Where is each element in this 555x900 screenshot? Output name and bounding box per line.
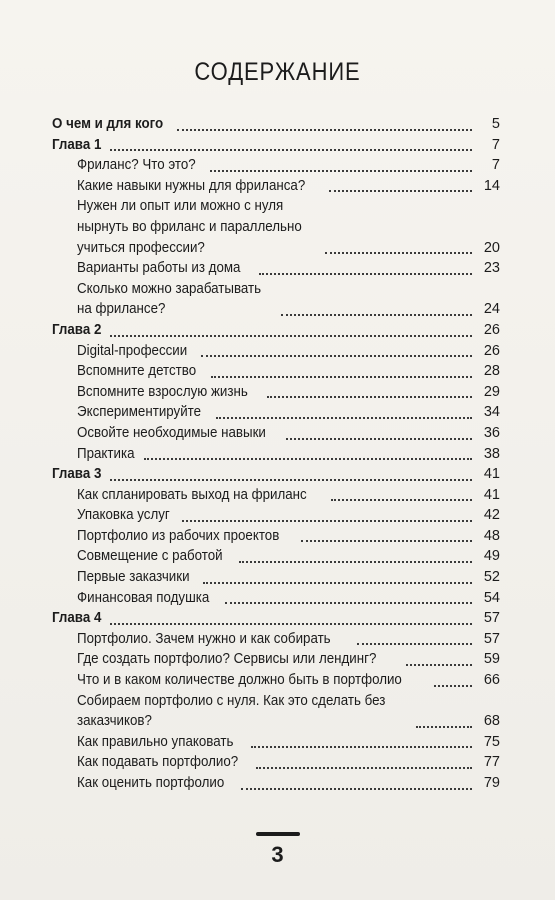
toc-entry-label — [77, 176, 305, 197]
toc-page-number: 41 — [483, 466, 500, 483]
toc-section-entry — [52, 649, 500, 670]
toc-entry-label — [77, 649, 376, 670]
toc-chapter-entry — [52, 135, 500, 156]
toc-entry-line: Как оценить портфолио — [77, 775, 225, 791]
toc-section-entry — [52, 196, 500, 258]
toc-page-number: 7 — [491, 136, 500, 153]
toc-entry-line: Совмещение с работой — [77, 548, 223, 565]
dot-leader — [416, 725, 472, 728]
toc-page-number: 28 — [483, 363, 500, 380]
toc-entry-label — [77, 485, 307, 506]
dot-leader — [331, 498, 472, 501]
toc-page-number: 26 — [483, 342, 500, 359]
toc-section-entry — [52, 341, 500, 362]
toc-entry-line: Портфолио. Зачем нужно и как собирать — [77, 630, 331, 647]
toc-section-entry — [52, 773, 500, 794]
dot-leader — [267, 395, 472, 398]
toc-entry-line: Собираем портфолио с нуля. Как это сделать без — [77, 692, 386, 709]
dot-leader — [259, 272, 472, 275]
toc-page-number: 79 — [483, 775, 500, 791]
dot-leader — [182, 519, 472, 522]
toc-page-number: 52 — [483, 569, 500, 586]
toc-page-number: 26 — [483, 321, 500, 338]
toc-entry-label — [77, 691, 385, 732]
table-of-contents — [52, 114, 500, 794]
toc-section-entry — [52, 588, 500, 609]
toc-entry-line: Экспериментируйте — [77, 404, 202, 421]
toc-section-entry — [52, 485, 500, 506]
toc-entry-label — [52, 114, 163, 135]
dot-leader — [110, 622, 472, 625]
toc-page-number: 59 — [483, 651, 500, 668]
toc-section-entry — [52, 546, 500, 567]
toc-entry-label — [77, 361, 196, 382]
page-title: СОДЕРЖАНИЕ — [194, 58, 361, 86]
footer-rule — [256, 832, 300, 836]
toc-entry-line: Финансовая подушка — [77, 589, 210, 606]
toc-entry-line: Как подавать портфолио? — [77, 754, 239, 771]
dot-leader — [201, 354, 472, 357]
dot-leader — [210, 169, 472, 172]
dot-leader — [177, 128, 472, 131]
toc-page-number: 48 — [483, 527, 500, 544]
dot-leader — [216, 416, 472, 419]
toc-entry-label — [77, 423, 266, 444]
toc-chapter-entry — [52, 114, 500, 135]
dot-leader — [225, 601, 472, 604]
toc-section-entry — [52, 732, 500, 753]
toc-entry-label — [77, 196, 302, 258]
toc-section-entry — [52, 402, 500, 423]
toc-entry-label — [77, 629, 331, 650]
toc-entry-line: Глава 4 — [52, 610, 102, 627]
toc-page-number: 34 — [483, 404, 500, 421]
dot-leader — [434, 684, 472, 687]
toc-page-number: 66 — [483, 672, 500, 689]
toc-section-entry — [52, 258, 500, 279]
toc-entry-label — [77, 526, 279, 547]
dot-leader — [325, 251, 472, 254]
toc-section-entry — [52, 629, 500, 650]
dot-leader — [256, 766, 472, 769]
toc-page-number: 38 — [483, 445, 500, 462]
toc-section-entry — [52, 752, 500, 773]
toc-entry-label — [77, 773, 224, 794]
toc-entry-label — [77, 444, 135, 465]
toc-entry-label — [77, 732, 233, 753]
toc-section-entry — [52, 382, 500, 403]
toc-section-entry — [52, 361, 500, 382]
dot-leader — [110, 478, 472, 481]
dot-leader — [110, 334, 472, 337]
toc-section-entry — [52, 279, 500, 320]
dot-leader — [281, 313, 472, 316]
dot-leader — [211, 375, 472, 378]
toc-entry-label — [52, 320, 101, 341]
toc-section-entry — [52, 444, 500, 465]
dot-leader — [286, 437, 472, 440]
toc-entry-label — [52, 135, 101, 156]
toc-entry-label — [77, 382, 248, 403]
toc-entry-line: Сколько можно зарабатывать — [77, 280, 262, 297]
toc-page-number: 49 — [483, 548, 500, 565]
toc-entry-line: Нужен ли опыт или можно с нуля — [77, 198, 284, 215]
toc-section-entry — [52, 176, 500, 197]
toc-page-number: 5 — [491, 116, 500, 132]
toc-entry-line: Варианты работы из дома — [77, 260, 241, 277]
toc-page-number: 75 — [483, 733, 500, 750]
toc-entry-line: Освойте необходимые навыки — [77, 424, 266, 441]
toc-entry-label — [77, 546, 223, 567]
toc-entry-line: Первые заказчики — [77, 569, 190, 586]
toc-entry-label — [77, 670, 402, 691]
toc-entry-line: Digital-профессии — [77, 342, 188, 359]
toc-page-number: 20 — [483, 239, 500, 256]
dot-leader — [239, 560, 472, 563]
toc-entry-line: Упаковка услуг — [77, 507, 170, 524]
toc-page-number: 57 — [483, 610, 500, 627]
dot-leader — [203, 581, 472, 584]
toc-section-entry — [52, 505, 500, 526]
toc-entry-label — [77, 402, 201, 423]
toc-entry-label — [77, 588, 209, 609]
toc-section-entry — [52, 567, 500, 588]
dot-leader — [110, 148, 472, 151]
toc-page-number: 41 — [483, 486, 500, 503]
toc-entry-line: Портфолио из рабочих проектов — [77, 527, 280, 544]
toc-page-number: 23 — [483, 260, 500, 277]
toc-page-number: 24 — [483, 301, 500, 318]
toc-entry-line: Какие навыки нужны для фриланса? — [77, 177, 306, 194]
toc-entry-line: нырнуть во фриланс и параллельно — [77, 218, 302, 235]
toc-page-number: 77 — [483, 754, 500, 771]
toc-entry-line: Глава 2 — [52, 321, 102, 338]
toc-entry-line: Фриланс? Что это? — [77, 157, 196, 174]
toc-entry-line: Вспомните взрослую жизнь — [77, 383, 248, 400]
toc-page-number: 42 — [483, 507, 500, 524]
toc-entry-label — [52, 608, 101, 629]
dot-leader — [357, 642, 472, 645]
toc-entry-line: учиться профессии? — [77, 239, 205, 256]
toc-entry-line: Как спланировать выход на фриланс — [77, 486, 307, 503]
toc-chapter-entry — [52, 608, 500, 629]
toc-entry-label — [52, 464, 101, 485]
toc-chapter-entry — [52, 464, 500, 485]
toc-entry-label — [77, 341, 187, 362]
toc-entry-line: Где создать портфолио? Сервисы или лендинг? — [77, 651, 377, 668]
toc-entry-line: Практика — [77, 445, 135, 462]
toc-entry-label — [77, 505, 170, 526]
dot-leader — [329, 189, 472, 192]
toc-section-entry — [52, 155, 500, 176]
toc-chapter-entry — [52, 320, 500, 341]
toc-page-number: 68 — [483, 713, 500, 730]
toc-entry-line: О чем и для кого — [52, 116, 164, 132]
toc-page-number: 14 — [483, 177, 500, 194]
toc-entry-line: Глава 3 — [52, 466, 102, 483]
dot-leader — [241, 787, 472, 790]
toc-entry-line: Глава 1 — [52, 136, 102, 153]
dot-leader — [406, 663, 472, 666]
dot-leader — [301, 539, 472, 542]
toc-section-entry — [52, 691, 500, 732]
toc-entry-label — [77, 567, 190, 588]
dot-leader — [251, 745, 472, 748]
toc-entry-label — [77, 279, 261, 320]
toc-page-number: 29 — [483, 383, 500, 400]
toc-page-number: 54 — [483, 589, 500, 606]
toc-section-entry — [52, 526, 500, 547]
page-number: 3 — [271, 842, 284, 867]
toc-section-entry — [52, 670, 500, 691]
toc-entry-line: Как правильно упаковать — [77, 733, 234, 750]
toc-entry-line: Вспомните детство — [77, 363, 197, 380]
dot-leader — [144, 457, 472, 460]
toc-entry-line: на фрилансе? — [77, 301, 166, 318]
toc-entry-label — [77, 752, 238, 773]
toc-entry-label — [77, 258, 240, 279]
toc-entry-line: Что и в каком количестве должно быть в портфолио — [77, 672, 402, 689]
toc-page-number: 7 — [491, 157, 500, 174]
toc-page-number: 57 — [483, 630, 500, 647]
toc-section-entry — [52, 423, 500, 444]
toc-entry-label — [77, 155, 196, 176]
toc-page-number: 36 — [483, 424, 500, 441]
page-footer — [0, 832, 555, 868]
toc-entry-line: заказчиков? — [77, 713, 152, 730]
